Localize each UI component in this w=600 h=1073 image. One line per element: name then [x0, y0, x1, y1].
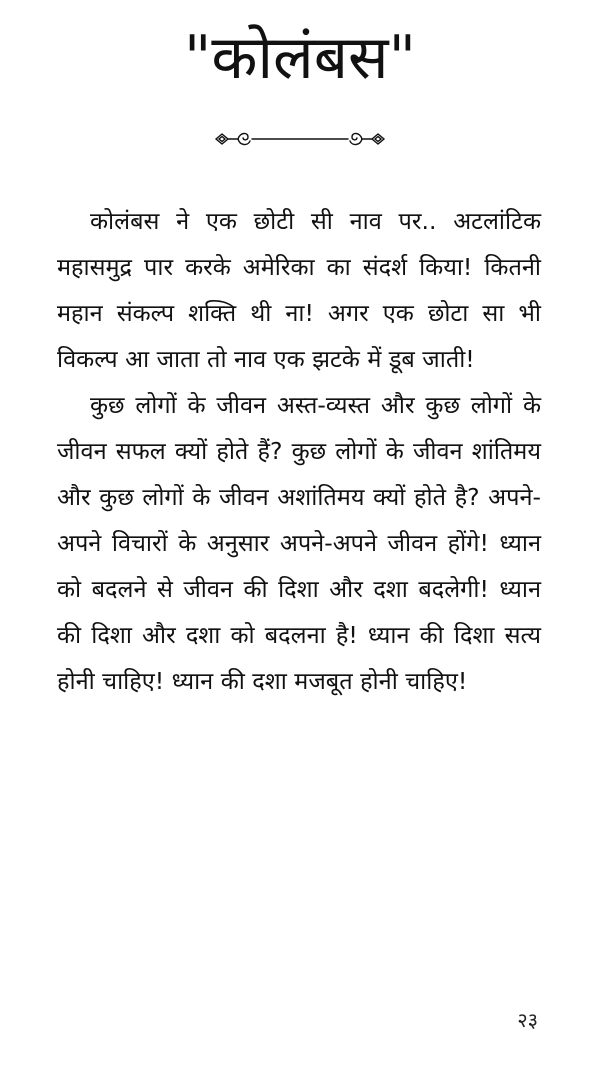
body-text [57, 198, 541, 704]
page-title: "कोलंबस" [183, 23, 417, 93]
paragraph-1: कोलंबस ने एक छोटी सी नाव पर.. अटलांटिक महासमुद्र पार करके अमेरिका का संदर्श किया! कितनी महान संकल्प शक्ति थी ना! अगर एक छोटा सा भी विकल्प आ जाता तो नाव एक झटके में डूब जाती! [57, 207, 541, 373]
divider-ornament-icon [214, 124, 386, 154]
page-number: २३ [517, 1008, 538, 1032]
paragraph-2: कुछ लोगों के जीवन अस्त-व्यस्त और कुछ लोगों के जीवन सफल क्यों होते हैं? कुछ लोगों के जीवन शांतिमय और कुछ लोगों के जीवन अशांतिमय क्यों होते है? अपने-अपने विचारों के अनुसार अपने-अपने जीवन होंगे! ध्यान को बदलने से जीवन की दिशा और दशा बदलेगी! ध्यान की दिशा और दशा को बदलना है! ध्यान की दिशा सत्य होनी चाहिए! ध्यान की दशा मजबूत होनी चाहिए! [57, 391, 541, 695]
